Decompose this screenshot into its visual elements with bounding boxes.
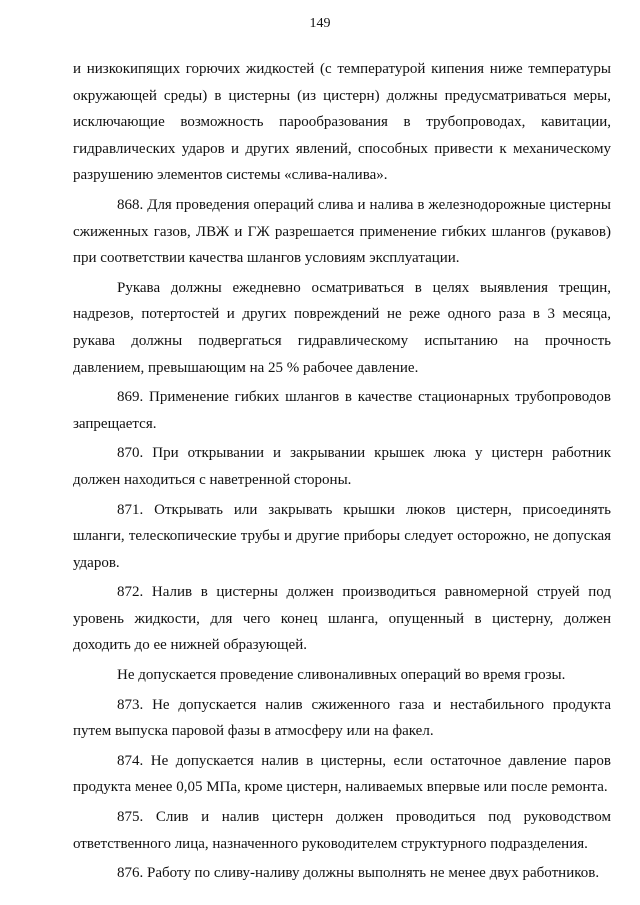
document-body <box>73 56 611 890</box>
paragraph-871: 871. Открывать или закрывать крышки люков цистерн, присоединять шланги, телескопические трубы и другие приборы следует осторожно, не допуская ударов. <box>73 501 611 571</box>
paragraph-874: 874. Не допускается налив в цистерны, если остаточное давление паров продукта менее 0,05 МПа, кроме цистерн, наливаемых впервые или после ремонта. <box>73 752 611 796</box>
page-number: 149 <box>309 16 331 31</box>
paragraph-869: 869. Применение гибких шлангов в качестве стационарных трубопроводов запрещается. <box>73 389 611 432</box>
paragraph-hoses-inspection: Рукава должны ежедневно осматриваться в целях выявления трещин, надрезов, потертостей и других повреждений не реже одного раза в 3 месяца, рукава должны подвергаться гидравлическому испытанию на прочность давлением, превышающим на 25 % рабочее давление. <box>73 279 611 376</box>
paragraph-868: 868. Для проведения операций слива и налива в железнодорожные цистерны сжиженных газов, ЛВЖ и ГЖ разрешается применение гибких шлангов (рукавов) при соответствии качества шлангов условиям эксплуатации. <box>73 196 611 267</box>
paragraph-thunderstorm: Не допускается проведение сливоналивных операций во время грозы. <box>117 667 566 684</box>
paragraph-876: 876. Работу по сливу-наливу должны выполнять не менее двух работников. <box>117 865 600 882</box>
paragraph-continuation: и низкокипящих горючих жидкостей (с температурой кипения ниже температуры окружающей среды) в цистерны (из цистерн) должны предусматриваться меры, исключающие возможность парообразования в трубопроводах, кавитации, гидравлических ударов и других явлений, способных привести к механическому разрушению элементов системы «слива-налива». <box>73 61 611 184</box>
paragraph-872: 872. Налив в цистерны должен производиться равномерной струей под уровень жидкости, для чего конец шланга, опущенный в цистерну, должен доходить до ее нижней образующей. <box>73 584 611 654</box>
paragraph-873: 873. Не допускается налив сжиженного газа и нестабильного продукта путем выпуска паровой фазы в атмосферу или на факел. <box>73 696 611 740</box>
paragraph-870: 870. При открывании и закрывании крышек люка у цистерн работник должен находиться с наветренной стороны. <box>73 445 611 488</box>
paragraph-875: 875. Слив и налив цистерн должен проводиться под руководством ответственного лица, назначенного руководителем структурного подразделения. <box>73 809 611 852</box>
